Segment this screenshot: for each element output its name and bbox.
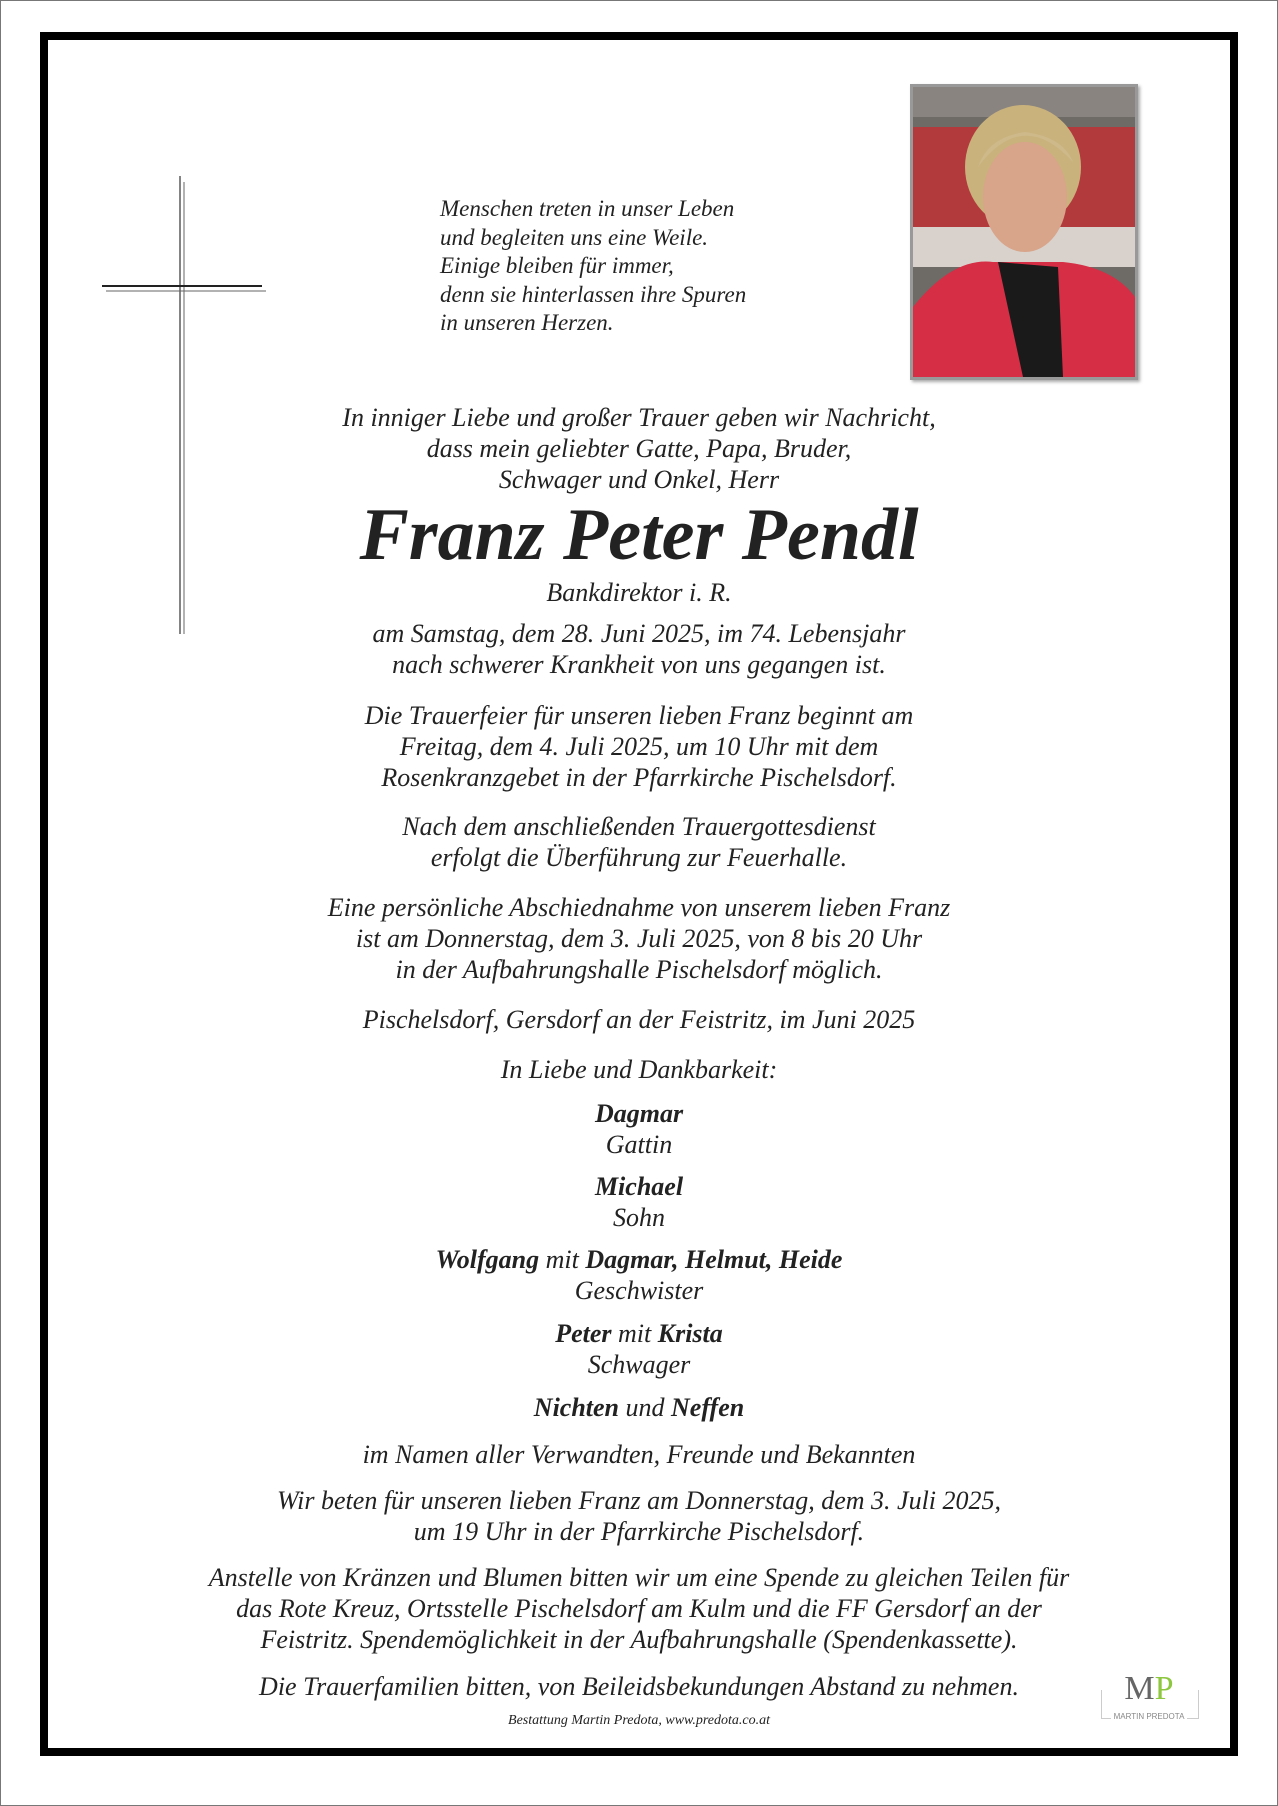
prayer-info <box>0 1485 1278 1547</box>
poem-line: denn sie hinterlassen ihre Spuren <box>440 281 747 307</box>
intro-line: In inniger Liebe und großer Trauer geben wir Nachricht, <box>342 403 936 432</box>
mourner-name: Dagmar, Helmut, Heide <box>585 1245 843 1274</box>
mourner-nieces <box>0 1392 1278 1423</box>
mourner-dagmar <box>0 1098 1278 1160</box>
logo-p: P <box>1154 1670 1174 1707</box>
poem-line: in unseren Herzen. <box>440 310 614 335</box>
mourner-siblings <box>0 1244 1278 1306</box>
donation-line: Feistritz. Spendemöglichkeit in der Aufbahrungshalle (Spendenkassette). <box>260 1625 1018 1654</box>
place-date: Pischelsdorf, Gersdorf an der Feistritz, im Juni 2025 <box>362 1005 916 1034</box>
mourner-name: Nichten <box>533 1393 620 1422</box>
transfer-line: erfolgt die Überführung zur Feuerhalle. <box>430 843 848 872</box>
funeral-line: Rosenkranzgebet in der Pfarrkirche Pischelsdorf. <box>381 763 897 792</box>
transfer-line: Nach dem anschließenden Trauergottesdienst <box>402 812 876 841</box>
mourner-name: Dagmar <box>594 1099 684 1128</box>
mourner-name: Wolfgang <box>435 1245 540 1274</box>
gratitude: In Liebe und Dankbarkeit: <box>500 1055 778 1084</box>
mourner-michael <box>0 1171 1278 1233</box>
funeral-info <box>0 700 1278 793</box>
donation-line: das Rote Kreuz, Ortsstelle Pischelsdorf am Kulm und die FF Gersdorf an der <box>236 1594 1042 1623</box>
mourner-role: Sohn <box>613 1203 665 1232</box>
mourner-name: Neffen <box>671 1393 745 1422</box>
intro-line: Schwager und Onkel, Herr <box>498 465 780 494</box>
farewell-info <box>0 892 1278 985</box>
donation-line: Anstelle von Kränzen und Blumen bitten wir um eine Spende zu gleichen Teilen für <box>208 1563 1070 1592</box>
funeral-home-credit: Bestattung Martin Predota, www.predota.co.at <box>508 1713 770 1728</box>
death-line: am Samstag, dem 28. Juni 2025, im 74. Lebensjahr <box>372 619 906 648</box>
farewell-line: Eine persönliche Abschiednahme von unserem lieben Franz <box>327 893 951 922</box>
prayer-line: um 19 Uhr in der Pfarrkirche Pischelsdorf. <box>413 1517 865 1546</box>
relatives: im Namen aller Verwandten, Freunde und Bekannten <box>362 1440 916 1469</box>
funeral-home-logo <box>1101 1672 1197 1722</box>
mourner-role: Schwager <box>587 1350 691 1379</box>
deceased-title: Bankdirektor i. R. <box>546 578 732 607</box>
poem <box>440 195 746 338</box>
poem-line: Menschen treten in unser Leben <box>440 196 735 221</box>
deceased-name: Franz Peter Pendl <box>359 494 919 576</box>
farewell-line: ist am Donnerstag, dem 3. Juli 2025, von 8 bis 20 Uhr <box>355 924 923 953</box>
mourner-name: Michael <box>594 1172 684 1201</box>
intro-line: dass mein geliebter Gatte, Papa, Bruder, <box>426 434 852 463</box>
farewell-line: in der Aufbahrungshalle Pischelsdorf möglich. <box>395 955 883 984</box>
logo-text: MARTIN PREDOTA <box>1111 1712 1188 1722</box>
conjunction: und <box>625 1393 665 1422</box>
portrait-photo <box>910 84 1138 380</box>
poem-line: und begleiten uns eine Weile. <box>440 224 709 250</box>
conjunction: mit <box>618 1319 652 1348</box>
death-notice <box>0 618 1278 680</box>
mourner-name: Peter <box>555 1319 612 1348</box>
conjunction: mit <box>545 1245 579 1274</box>
funeral-line: Freitag, dem 4. Juli 2025, um 10 Uhr mit dem <box>399 732 879 761</box>
death-line: nach schwerer Krankheit von uns gegangen ist. <box>392 650 886 679</box>
donation-info <box>0 1562 1278 1655</box>
intro <box>0 402 1278 495</box>
mourner-role: Gattin <box>605 1130 673 1159</box>
mourner-name: Krista <box>657 1319 723 1348</box>
poem-line: Einige bleiben für immer, <box>440 253 674 278</box>
funeral-line: Die Trauerfeier für unseren lieben Franz beginnt am <box>364 701 914 730</box>
transfer-info <box>0 811 1278 873</box>
prayer-line: Wir beten für unseren lieben Franz am Donnerstag, dem 3. Juli 2025, <box>276 1486 1002 1515</box>
mourner-inlaws <box>0 1318 1278 1380</box>
mourner-role: Geschwister <box>574 1276 704 1305</box>
condolence-note: Die Trauerfamilien bitten, von Beileidsbekundungen Abstand zu nehmen. <box>259 1672 1019 1701</box>
logo-m: M <box>1124 1670 1155 1707</box>
